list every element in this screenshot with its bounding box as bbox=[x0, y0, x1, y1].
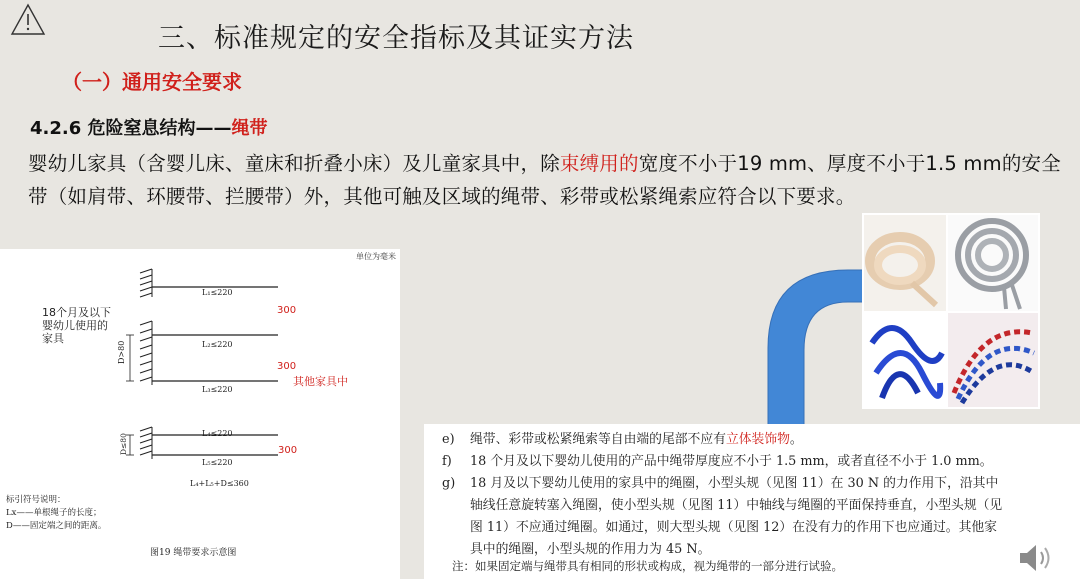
d80b-label: D≤80 bbox=[119, 433, 128, 455]
cord-requirement-figure bbox=[0, 249, 400, 579]
paragraph-highlight: 束缚用的 bbox=[559, 152, 639, 175]
clause-e: e) 绳带、彩带或松紧绳索等自由端的尾部不应有立体装饰物。 bbox=[442, 432, 803, 447]
sum-label: L₄+L₅+D≤360 bbox=[190, 479, 249, 488]
legend-lx: Lx——单根绳子的长度； bbox=[6, 508, 102, 518]
page-title: 三、标准规定的安全指标及其证实方法 bbox=[158, 23, 634, 54]
fixed-wall-1 bbox=[140, 269, 152, 297]
value-300-2: 300 bbox=[277, 361, 297, 372]
age-group-label: 18个月及以下婴幼儿使用的家具 bbox=[42, 306, 111, 345]
blue-cord-photo bbox=[864, 313, 946, 407]
clause-g-line1: g) 18 月及以下婴幼儿使用的家具中的绳圈，小型头规（见图 11）在 30 N 的力作用下，沿其中 bbox=[442, 476, 999, 491]
standard-text-panel bbox=[424, 424, 1080, 579]
clause-heading-prefix: 4.2.6 危险窒息结构—— bbox=[30, 118, 232, 139]
clause-e-highlight: 立体装饰物 bbox=[725, 432, 790, 447]
clause-g-line2: 轴线任意旋转塞入绳圈，使小型头规（见图 11）中轴线与绳圈的平面保持垂直，小型头规（见 bbox=[470, 498, 1003, 513]
value-300-3: 300 bbox=[278, 445, 298, 456]
clause-f: f) 18 个月及以下婴幼儿使用的产品中绳带厚度应不小于 1.5 mm，或者直径不小于 1.0 mm。 bbox=[442, 454, 993, 469]
clause-heading bbox=[30, 114, 268, 140]
l2-label: L₂≤220 bbox=[202, 340, 233, 349]
clause-g-line4: 具中的绳圈，小型头规的作用力为 45 N。 bbox=[470, 542, 711, 557]
l3-label: L₃≤220 bbox=[202, 385, 233, 394]
other-furniture-label: 其他家具中 bbox=[293, 375, 348, 388]
cord-photos bbox=[862, 213, 1040, 409]
unit-label: 单位为毫米 bbox=[356, 252, 396, 261]
clause-g-line3: 图 11）不应通过绳圈。如通过，则大型头规（见图 12）在没有力的作用下也应通过。其他家 bbox=[470, 520, 997, 535]
paragraph-part1: 婴幼儿家具（含婴儿床、童床和折叠小床）及儿童家具中，除 bbox=[28, 152, 560, 175]
l1-label: L₁≤220 bbox=[202, 288, 233, 297]
paragraph-part2: 宽度不小于19 mm、厚度不小于1.5 mm的安全带（如肩带、环腰带、拦腰带）外，其他可触及区域的绳带、彩带或松紧绳索应符合以下要求。 bbox=[28, 152, 1061, 208]
speaker-icon[interactable] bbox=[1016, 540, 1056, 576]
figure-legend bbox=[6, 494, 106, 533]
clause-note: 注：如果固定端与绳带具有相同的形状或构成，视为绳带的一部分进行试验。 bbox=[452, 559, 843, 573]
clause-heading-highlight: 绳带 bbox=[231, 118, 268, 139]
l5-label: L₅≤220 bbox=[202, 458, 233, 467]
legend-d: D——固定端之间的距离。 bbox=[6, 521, 107, 531]
legend-title: 标引符号说明： bbox=[6, 495, 66, 505]
braided-cord-photo bbox=[948, 313, 1038, 407]
warning-triangle-icon bbox=[10, 2, 46, 38]
figure-caption: 图19 绳带要求示意图 bbox=[150, 548, 237, 558]
section-subtitle: （一）通用安全要求 bbox=[62, 70, 242, 94]
fixed-wall-2 bbox=[140, 321, 152, 385]
requirement-paragraph bbox=[28, 147, 1068, 213]
dimension-d80 bbox=[126, 335, 134, 381]
grey-rope-photo bbox=[948, 215, 1038, 311]
d80-label: D>80 bbox=[117, 340, 126, 364]
value-300-1: 300 bbox=[277, 305, 297, 316]
l4-label: L₄≤220 bbox=[202, 429, 233, 438]
beige-cord-photo bbox=[864, 215, 946, 311]
fixed-wall-3 bbox=[140, 427, 152, 459]
